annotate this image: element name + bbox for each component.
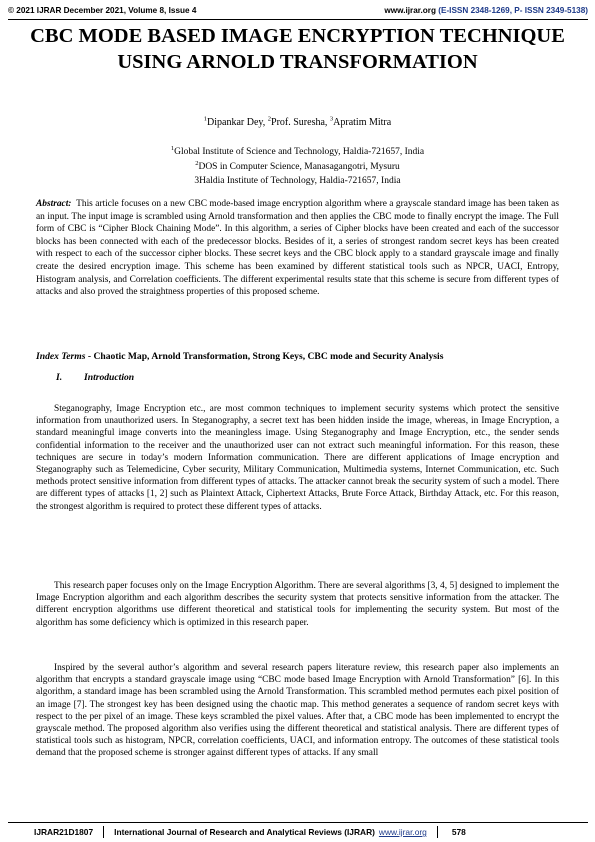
affiliation-list (30, 145, 565, 189)
index-terms-text: - Chaotic Map, Arnold Transformation, Strong Keys, CBC mode and Security Analysis (85, 351, 444, 362)
abstract-text: This article focuses on a new CBC mode-based image encryption algorithm where a grayscale standard image has been taken as an input. The input image is scrambled using Arnold transformation and then applies the CBC mode to finally encrypt the image. The Full form of CBC is “Cipher Block Chaining Mode”. In this algorithm, a series of Cipher blocks have been created and each of the successor blocks has been connected with each of the predecessor blocks. Besides of it, a series of strongest random secret keys has been created with respect to each of the successor cipher blocks. These secret keys and the CBC block apply to a standard grayscale image and finally create the desired encryption image. This scheme has been examined by different statistical tools such as NPCR, UACI, Entropy, Histogram analysis, and Correlation coefficients. The different experimental results state that this scheme is secure from different types of attacks and also proved the straightness properties of this proposed scheme. (36, 199, 559, 298)
affiliation-1-marker: 1 (170, 144, 175, 152)
author-2-name: Prof. Suresha, (271, 117, 330, 128)
footer-paper-id: IJRAR21D1807 (34, 827, 94, 837)
author-1-name: Dipankar Dey, (207, 117, 268, 128)
author-2-marker: 2 (267, 115, 272, 123)
body-paragraph-3: Inspired by the several author’s algorithm and several research papers literature review, this research paper also implements an algorithm that encrypts a standard grayscale image using “CBC mode based Image Encryption with Arnold Transformation” [6]. In this algorithm, a standard image has been scrambled using the Arnold Transformation. This scrambled method permutes each pixel position of an image [7]. The strongest key has been designed using the chaotic map. This method generates a sequence of random secret keys with respect to the per pixel of an image. These keys scrambled the pixel values. After that, a CBC mode has been implemented to encrypt the grayscale method. The proposed algorithm also verifies using the different theoretical and statistical analysis. There are different types of statistical tools such as histogram, NPCR, correlation coefficients, UACI, and information entropy. The outcomes of these statistical tools demand that the proposed scheme is stronger against different types of attacks. If any small (36, 663, 559, 759)
body-paragraph-1: Steganography, Image Encryption etc., are most common techniques to implement security systems which protect the sensitive information from unauthorized users. In Steganography, a secret text has been hidden inside the image, whereas, in Image Encryption, a standard meaningful image converts into the meaningless image. Using Steganography and Image Encryption, etc., the sender sends confidential information to the receiver and the unauthorized user can not extract such meaningful information. For this reason, these techniques are secure in today’s modern Information communication. There are different applications of Image encryption and Steganography such as Telemedicine, Cyber security, Military Communication, Multimedia systems, Internet Communication, etc. Such methods protect sensitive information from different types of attacks. The attacker cannot break the security system of such a model. There are different types of attacks [1, 2] such as Plaintext Attack, Ciphertext Attacks, Brute Force Attack, Birthday Attack, etc. For this reason, the strongest algorithm is required to protect these different types of attacks. (36, 404, 559, 512)
affiliation-3 (30, 174, 565, 189)
header-citation: © 2021 IJRAR December 2021, Volume 8, Issue 4 (8, 6, 197, 15)
author-3-marker: 3 (329, 115, 334, 123)
abstract-label: Abstract: (36, 199, 72, 209)
footer-journal-name: International Journal of Research and Analytical Reviews (IJRAR) (114, 827, 375, 837)
affiliation-2-text: DOS in Computer Science, Manasagangotri, Mysuru (198, 161, 400, 172)
affiliation-3-text: 3Haldia Institute of Technology, Haldia-721657, India (194, 176, 401, 186)
index-terms-label: Index Terms (36, 351, 86, 362)
footer-separator-2 (437, 826, 438, 838)
affiliation-2-marker: 2 (195, 159, 199, 167)
header-site-link[interactable]: www.ijrar.org (384, 6, 436, 15)
section-number: I. (56, 372, 63, 383)
affiliation-1-text: Global Institute of Science and Technology, Haldia-721657, India (174, 147, 425, 157)
footer-url-link[interactable]: www.ijrar.org (378, 827, 427, 837)
running-header (8, 6, 588, 15)
paper-title: CBC MODE BASED IMAGE ENCRYPTION TECHNIQUE USING ARNOLD TRANSFORMATION (30, 25, 565, 73)
page-footer (34, 826, 556, 838)
header-rule (8, 19, 588, 20)
body-paragraph-2: This research paper focuses only on the Image Encryption Algorithm. There are several algorithms [3, 4, 5] designed to implement the Image Encryption algorithm and each algorithm describes the security system that protects sensitive information from the attacker. The different encryption algorithms use different theoretical and statistical tools for implementing the security system. But most of the algorithm has some deficiency which is optimized in this research paper. (36, 581, 559, 628)
footer-rule (8, 822, 588, 823)
footer-page-number: 578 (451, 827, 466, 837)
footer-separator (103, 826, 104, 838)
affiliation-1 (30, 145, 565, 160)
header-site-info (384, 6, 588, 15)
section-title: Introduction (84, 372, 135, 383)
section-heading-introduction (56, 372, 134, 383)
author-3-name: Apratim Mitra (333, 117, 392, 128)
header-issn: (E-ISSN 2348-1269, P- ISSN 2349-5138) (438, 6, 588, 15)
abstract (36, 198, 559, 299)
author-list (30, 117, 565, 128)
index-terms (36, 351, 559, 363)
author-1-marker: 1 (203, 115, 208, 123)
affiliation-2 (30, 160, 565, 175)
